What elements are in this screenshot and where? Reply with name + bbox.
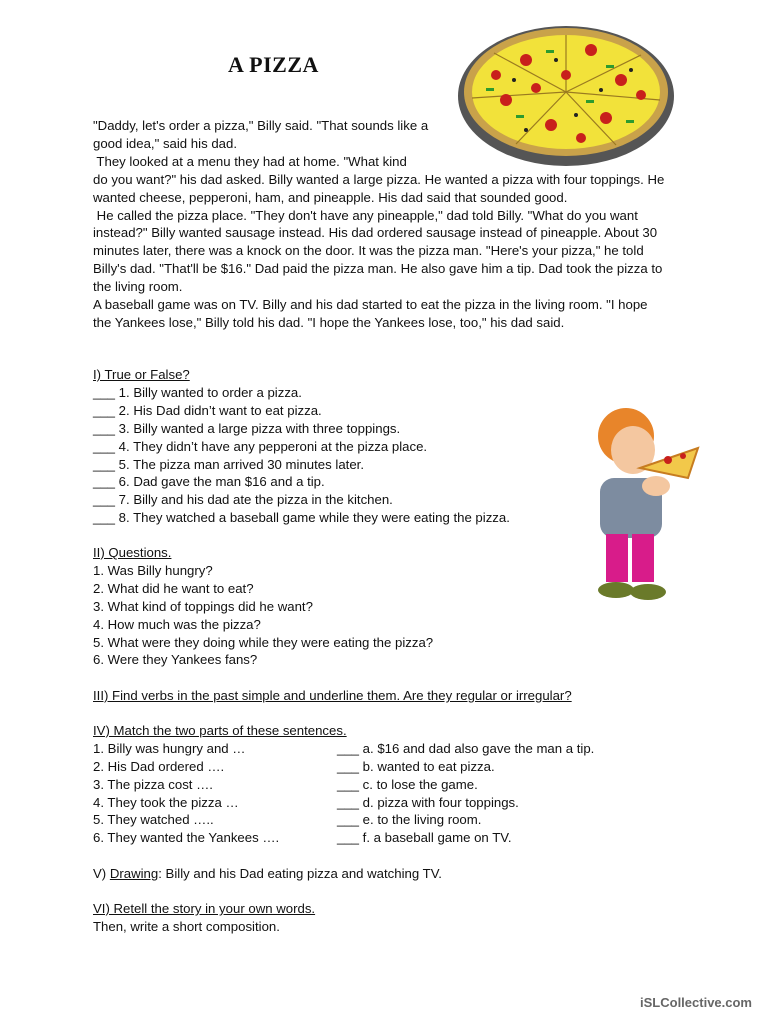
match-row: [93, 758, 653, 776]
verbs-section: [93, 687, 572, 705]
retell-line: Then, write a short composition.: [93, 918, 280, 934]
section-heading: II) Questions.: [93, 545, 172, 560]
watermark-text: iSLCollective.com: [640, 995, 752, 1010]
match-right: ___ c. to lose the game.: [337, 776, 478, 792]
match-right: ___ b. wanted to eat pizza.: [337, 758, 495, 774]
story-paragraph: They looked at a menu they had at home. "What kind: [93, 153, 407, 169]
match-row: [93, 811, 653, 829]
match-row: [93, 829, 653, 847]
questions-section: [93, 544, 433, 669]
list-item: 6. Were they Yankees fans?: [93, 652, 258, 668]
section-heading: I) True or False?: [93, 367, 190, 382]
section-heading: IV) Match the two parts of these sentences.: [93, 723, 347, 738]
drawing-instruction: [93, 865, 442, 883]
list-item: 4. How much was the pizza?: [93, 616, 261, 632]
section-heading: III) Find verbs in the past simple and underline them. Are they regular or irregular?: [93, 688, 572, 703]
boy-eating-pizza-illustration: [578, 398, 718, 608]
story-paragraph: do you want?" his dad asked. Billy wanted a large pizza. He wanted a pizza with four toppings. He wanted cheese, pepperoni, ham, and pineapple. His dad said that sounded good.: [93, 171, 665, 205]
story-paragraph: A baseball game was on TV. Billy and his dad started to eat the pizza in the living room. "I hope the Yankees lose," Billy told his dad. "I hope the Yankees lose, too," his dad said.: [93, 297, 648, 330]
drawing-label: Drawing: [109, 866, 159, 881]
match-row: [93, 794, 653, 812]
match-row: [93, 740, 653, 758]
section-heading: VI) Retell the story in your own words.: [93, 901, 316, 916]
match-right: ___ a. $16 and dad also gave the man a tip.: [337, 740, 595, 756]
list-item: ___ 2. His Dad didn’t want to eat pizza.: [93, 402, 322, 418]
true-false-section: [93, 366, 510, 527]
retell-section: [93, 900, 315, 936]
list-item: 5. What were they doing while they were eating the pizza?: [93, 634, 434, 650]
drawing-rest: : Billy and his Dad eating pizza and watching TV.: [158, 866, 442, 881]
list-item: ___ 5. The pizza man arrived 30 minutes later.: [93, 456, 364, 472]
match-left: 4. They took the pizza …: [93, 794, 239, 810]
list-item: ___ 6. Dad gave the man $16 and a tip.: [93, 474, 325, 490]
match-left: 2. His Dad ordered ….: [93, 758, 225, 774]
match-left: 1. Billy was hungry and …: [93, 740, 246, 756]
list-item: 1. Was Billy hungry?: [93, 562, 213, 578]
list-item: ___ 7. Billy and his dad ate the pizza in the kitchen.: [93, 492, 393, 508]
match-left: 3. The pizza cost ….: [93, 776, 213, 792]
list-item: 3. What kind of toppings did he want?: [93, 598, 313, 614]
list-item: 2. What did he want to eat?: [93, 580, 254, 596]
drawing-section: [93, 865, 442, 883]
story-paragraph: He called the pizza place. "They don't have any pineapple," dad told Billy. "What do you want instead?" Billy wanted sausage instead. His dad ordered sausage instead of pineapple. About 30 minutes later, there was a knock on the door. It was the pizza man. "Here's your pizza," he told Billy's dad. "That'll be $16." Dad paid the pizza man. He also gave him a tip. Dad took the pizza to the living room.: [93, 207, 666, 295]
match-section: [93, 722, 653, 847]
story-text: [93, 117, 668, 332]
match-right: ___ e. to the living room.: [337, 812, 482, 828]
match-left: 5. They watched …..: [93, 812, 214, 828]
match-row: [93, 776, 653, 794]
match-left: 6. They wanted the Yankees ….: [93, 830, 280, 846]
list-item: ___ 1. Billy wanted to order a pizza.: [93, 384, 302, 400]
drawing-prefix: V): [93, 866, 110, 881]
list-item: ___ 4. They didn’t have any pepperoni at the pizza place.: [93, 438, 428, 454]
list-item: ___ 8. They watched a baseball game while they were eating the pizza.: [93, 510, 510, 526]
match-right: ___ f. a baseball game on TV.: [337, 830, 512, 846]
list-item: ___ 3. Billy wanted a large pizza with three toppings.: [93, 420, 401, 436]
story-paragraph: "Daddy, let's order a pizza," Billy said. "That sounds like a good idea," said his dad.: [93, 118, 429, 151]
match-right: ___ d. pizza with four toppings.: [337, 794, 519, 810]
page-title: A PIZZA: [228, 52, 319, 77]
